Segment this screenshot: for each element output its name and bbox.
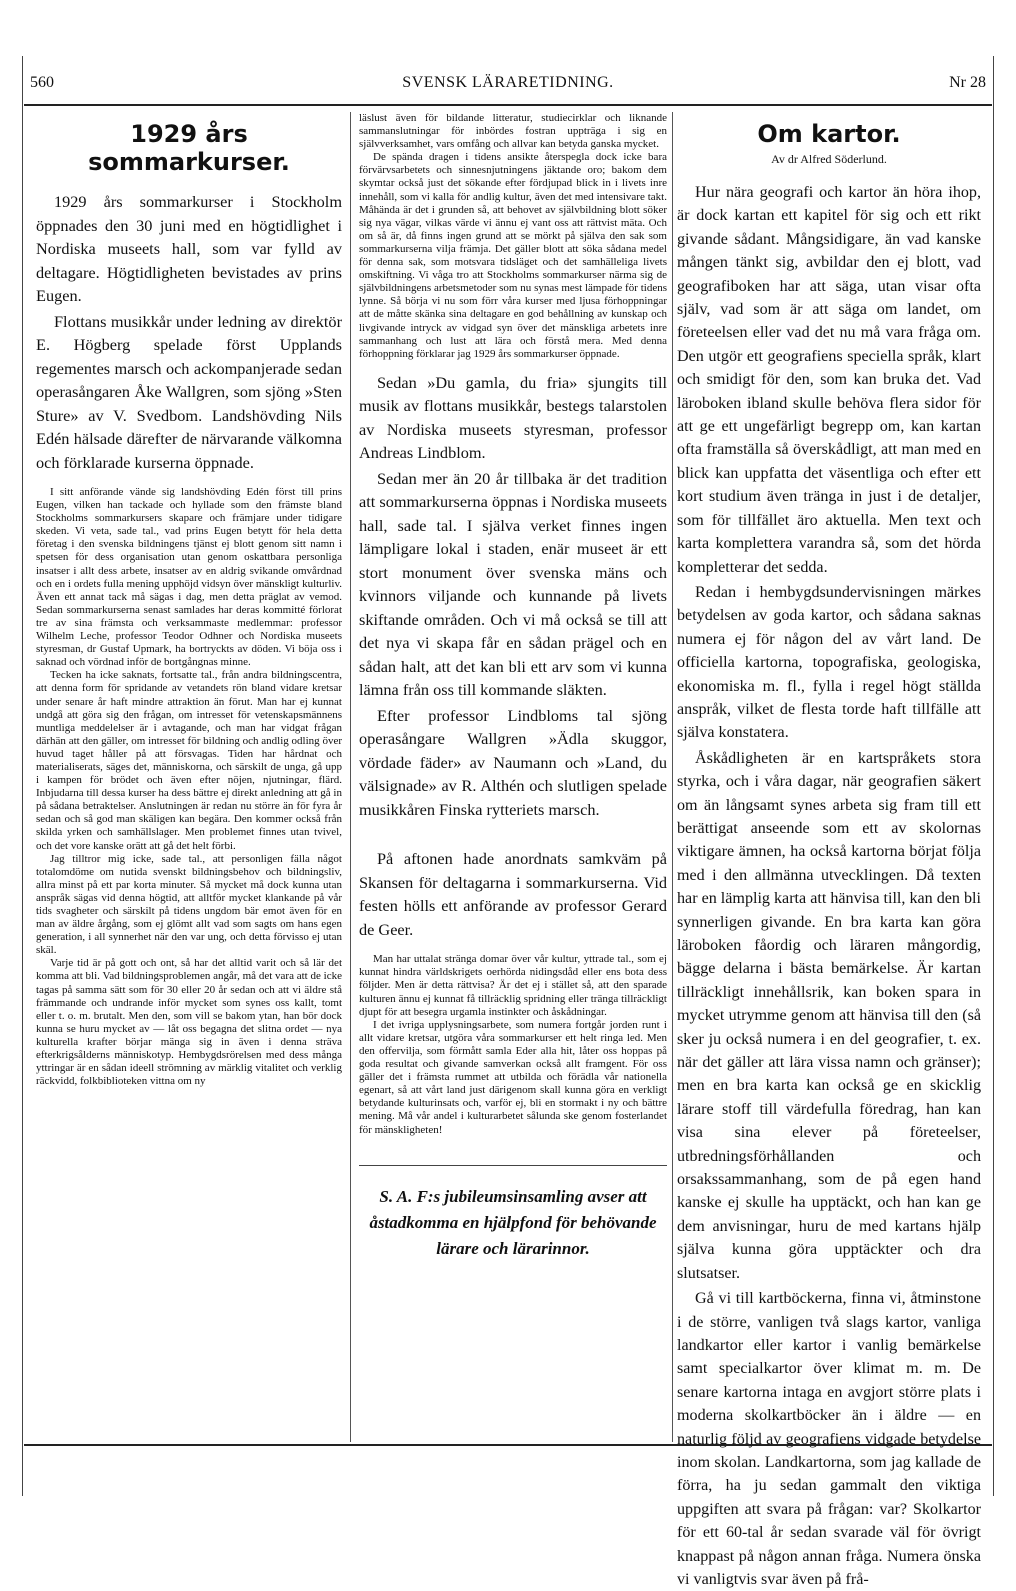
paragraph: Jag tilltror mig icke, sade tal., att personligen fälla något totalomdöme om nutida svenskt bildningsbehov och bildningsliv, allra minst på ett par korta minuter. Så mycket må dock kunna utan anspråk sägas vid denna högtid, att alltför mycket klankande på vår tids svagheter och särskilt på tidens ungdom bär emot även för en man av äldre årgång, som ej glömt allt vad som sagts om hans egen generation, i all synnerhet när den var ung, och detta förvisso ej utan skäl.: [36, 852, 342, 957]
paragraph: 1929 års sommarkurser i Stockholm öppnades den 30 juni med en högtidlighet i Nordiska museets hall, som var fylld av deltagare. Högtidligheten bevistades av prins Eugen.: [36, 192, 342, 305]
paragraph: Tecken ha icke saknats, fortsatte tal., från andra bildningscentra, att denna form för spridande av vetandets rön bland vidare kretsar under senare år haft mindre attraktion än förut. Man har ej kunnat undgå att göra sig den frågan, om intresset för vetenskapsmännens muntliga meddelelser är i avtagande, och man har vidgat frågan därhän att den gäller, om intresset för bildning och andlig odling över huvud taget håller på att försvagas. Tiden har hårdnat och materialiserats, säges det, människorna, och särskilt de unga, gå upp i kampen för brödet och även efter nöjen, njutningar, flärd. Inbjudarna till dessa kurser ha dess bättre ej direkt anledning att gå in på sådana betraktelser. Anslutningen är redan nu större än för fyra år sedan och så god man skäligen kan begära. Den kommer också från skilda yrken och samhällslager. Men problemet finnes utan tvivel, och det vore kanske orätt att gå det helt förbi.: [36, 669, 342, 852]
column-divider-2: [672, 112, 673, 1442]
article-lead: [36, 190, 342, 474]
paragraph: De spända dragen i tidens ansikte återspegla dock icke bara förvärvsarbetets och sinnesnjutningens jäktande oro; bakom dem skymtar också just det sökande efter fördjupad blick in i livets inre innehåll, som vi kalla för andlig kultur, även det med intensivare takt. Måhända är det i grunden så, att behovet av självbildning blott söker sig nya vägar, vilkas värde vi ännu ej vant oss att rättvist mäta. Och om så är, då finns ingen grund att se mörkt på själva den sak som sommarkurserna vilja främja. Det gäller blott att söka sådana medel för denna sak, som motsvara tidsläget och det samhälleliga livets omskiftning. Vi våga tro att Stockholms sommarkurser närma sig de självbildningens arbetsmetoder som nu synas mest lämpade för tidens lynne. Så börja vi nu som förr våra kurser med ljusa förhoppningar att de måtte skänka sina deltagare en god behållning av kunskap och livgivande intryck av vidgad syn över det mänskliga arbetets inre sammanhang och lust att lära och förstå mera. Med denna förhoppning förklarar jag 1929 års sommarkurser öppnade.: [359, 151, 667, 360]
page-number: 560: [30, 74, 54, 91]
article-title-sommarkurser: 1929 års sommarkurser.: [88, 120, 290, 176]
publication-title: SVENSK LÄRARETIDNING.: [402, 74, 614, 91]
paragraph: Redan i hembygdsundervisningen märkes betydelsen av goda kartor, och sådana saknas numera ej för någon del av vårt land. De officiella kartorna, topografiska, geologiska, ekonomiska m. fl., fylla i regel högt ställda anspråk, vilket de flesta torde haft tillfälle att själva konstatera.: [677, 583, 981, 742]
evening-speech-small: [359, 953, 667, 1136]
paragraph: Hur nära geografi och kartor än höra ihop, är dock kartan ett kapitel för sig och ett rikt givande sådant. Mångsidigare, än vad kanske mången tänkt sig, avbildar den ej blott, vad geografiboken har att säga, utan visar ofta själv, vad som är att säga om landet, om företeelsen eller vad det nu må vara fråga om. Den utgör ett geografiens speciella språk, klart och smidigt för den, som kan bruka det. Vad läroboken ibland skulle behöva flera sidor för att ge ett ungefärligt begrepp om, kan kartan ofta framställa så överskådligt, att man med en blick kan uppfatta det väsentliga och efter ett kort studium även tränga in just i de detaljer, som för tillfället äro aktuella. Men text och karta komplettera varandra så, som det hörda kompletterar det sedda.: [677, 184, 981, 576]
article-byline: Av dr Alfred Söderlund.: [771, 152, 887, 166]
column-3: [677, 112, 981, 1588]
footer-divider: [24, 1444, 992, 1446]
column-2: [359, 112, 667, 1442]
spacer: [359, 821, 667, 837]
header-divider: [24, 104, 992, 106]
paragraph: läslust även för bildande litteratur, studiecirklar och liknande sammanslutningar för inbördes fostran uppträga i sig en självverksamhet, vars omfång och allvar kan betyda ganska mycket.: [359, 112, 667, 151]
article-body: [677, 181, 981, 1591]
article-continuation-small: [359, 112, 667, 361]
fundraising-callout: S. A. F:s jubileumsinsamling avser att åstadkomma en hjälpfond för behövande lärare och lärarinnor.: [359, 1165, 667, 1262]
column-1: [36, 112, 342, 1442]
column-divider-1: [350, 112, 351, 1442]
article-body-small: [36, 486, 342, 1088]
paragraph: Gå vi till kartböckerna, finna vi, åtminstone i de större, vanligen två slags kartor, vanliga landkartor eller kartor i vanlig bemärkelse samt specialkartor över klimat m. m. De senare kartorna intaga en avgjort större plats i moderna skolkartböcker än i äldre — en naturlig följd av geografiens vidgade betydelse inom skolan. Landkartorna, som jag kallade de förra, ha ju sedan gammalt den viktiga uppgiften att svara på frågan: var? Skolkartor för ett 60-tal år sedan svarade väl för övrigt knappast på någon annan fråga. Numera önska vi vanligtvis svar även på frå-: [677, 1290, 981, 1588]
article-title-kartor: Om kartor.: [757, 120, 901, 148]
paragraph: I sitt anförande vände sig landshövding Edén först till prins Eugen, vilken han tackade och hyllade som den främste bland Stockholms sommarkursers skapare och främjare under tidigare skeden. Vi veta, sade tal., vad prins Eugen betytt för hela detta företag i den svenska bildningens tjänst ej blott genom sitt namn i spetsen för dess organisation utan genom oskattbara personliga insatser i allt dess arbete, insatser av en aldrig svikande omvårdnad och en i ordets fulla mening upphöjd vidsyn över mänskligt kulturliv. Även ett annat tack må sägas i dag, men detta präglat av vemod. Sedan sommarkurserna senast samlades har deras kommitté förlorat tre av sina främsta och verksammaste medlemmar: professor Wilhelm Leche, professor Teodor Odhner och Nordiska museets styresman, dr Gustaf Upmark, ha bortryckts av döden. Vi böja oss i saknad och vördnad inför de bortgångnas minne.: [36, 486, 342, 669]
evening-section: [359, 847, 667, 941]
article-continuation-lead: [359, 371, 667, 822]
paragraph: På aftonen hade anordnats samkväm på Skansen för deltagarna i sommarkurserna. Vid festen hölls ett anförande av professor Gerard de Geer.: [359, 849, 667, 939]
paragraph: Sedan mer än 20 år tillbaka är det tradition att sommarkurserna öppnas i Nordiska museets hall, sade tal. I själva verket finnes ingen lämpligare lokal i staden, enär museet är ett stort monument över svenska mäns och kvinnors viljande och kunnande på livets skiftande områden. Och vi må också se till att det nya vi skapa får en sådan prägel och en sådan halt, att det kan bli ett arv som vi kunna lämna från oss till kommande släkten.: [359, 468, 667, 700]
issue-number: Nr 28: [949, 74, 986, 91]
paragraph: Man har uttalat stränga domar över vår kultur, yttrade tal., som ej kunnat hindra världskrigets oerhörda nidingsdåd eller ens bota dess följder. Men är detta rättvisa? Är det ej i stället så, att den sparade kulturen ännu ej kunnat få tillräcklig spridning eller tränga tillräckligt djupt för att besegra urgamla instinkter och åskådningar.: [359, 953, 667, 1018]
page-header: [30, 74, 986, 98]
paragraph: Åskådligheten är en kartspråkets stora styrka, och i våra dagar, när geografien säkert om än långsamt synes arbeta sig fram till ett berättigat anseende som ett av skolornas viktigare ämnen, ha också kartorna börjat följa med i den allmänna utvecklingen. Då texten har en lämplig karta att hänvisa till, kan den bli synnerligen givande. En bra karta kan göra läroboken fåordig och läraren mångordig, bägge delarna i bästa bemärkelse. Är kartan tillräckligt innehållsrik, kan boken spara in mycket utrymme genom att hänvisa till den (så sker ju också numera i en del geografier, t. ex. när det gäller att lära vissa namn och gränser); men en bra karta kan också ge en skicklig lärare stoff till värdefulla föredrag, han kan visa sina elever på företeelser, utbredningsförhållanden och orsakssammanhang, som de på egen hand kanske ej skulle ha upptäckt, och han kan ge dem anvisningar, huru de med kartans hjälp själva kunna göra upptäckter och dra slutsatser.: [677, 749, 981, 1282]
paragraph: I det ivriga upplysningsarbete, som numera fortgår jorden runt i allt vidare kretsar, utgöra våra sommarkurser ett helt ringa led. Men den offervilja, som förmått samla Eder alla hit, låter oss hoppas på goda resultat och givande samverkan också allt framgent. För oss gäller det i främsta rummet att utbilda och förädla vår nationella egenart, så att vårt land just därigenom skall kunna göra en verkligt betydande kulturinsats och, varför ej, bli en stormakt i ny och bättre mening. Må vår andel i kulturarbetet sålunda ske genom fosterlandet för mänskligheten!: [359, 1018, 667, 1136]
paragraph: Flottans musikkår under ledning av direktör E. Högberg spelade först Upplands regementes marsch och ackompanjerade sedan operasångaren Åke Wallgren, som sjöng »Sten Sture» av V. Svedbom. Landshövding Nils Edén hälsade därefter de närvarande välkomna och förklarade kurserna öppnade.: [36, 311, 342, 472]
paragraph: Efter professor Lindbloms tal sjöng operasångare Wallgren »Ädla skuggor, vördade fäder» av Naumann och »Land, du välsignade» av R. Althén och slutligen spelade musikkåren Finska rytteriets marsch.: [359, 705, 667, 819]
paragraph: Sedan »Du gamla, du fria» sjungits till musik av flottans musikkår, bestegs talarstolen av Nordiska museets styresman, professor Andreas Lindblom.: [359, 372, 667, 463]
paragraph: Varje tid är på gott och ont, så har det alltid varit och så lär det komma att bli. Vad bildningsproblemen angår, må det vara att de icke tagas på samma sätt som för 30 eller 20 år sedan och att vi äldre stå främmande och undrande inför mycket som synes oss kallt, tomt eller t. o. m. brutalt. Men den, som vill se bakom ytan, han bör dock kunna se huru mycket av — låt oss begagna det slitna ordet — nya kulturella krafter börjar mänga sig in även i denna sträva efterkrigsålderns människotyp. Hembygdsrörelsen med dess många yttringar är en sådan ideell strömning av märklig vitalitet och verklig räckvidd, folkbiblioteken vittna om ny: [36, 957, 342, 1088]
